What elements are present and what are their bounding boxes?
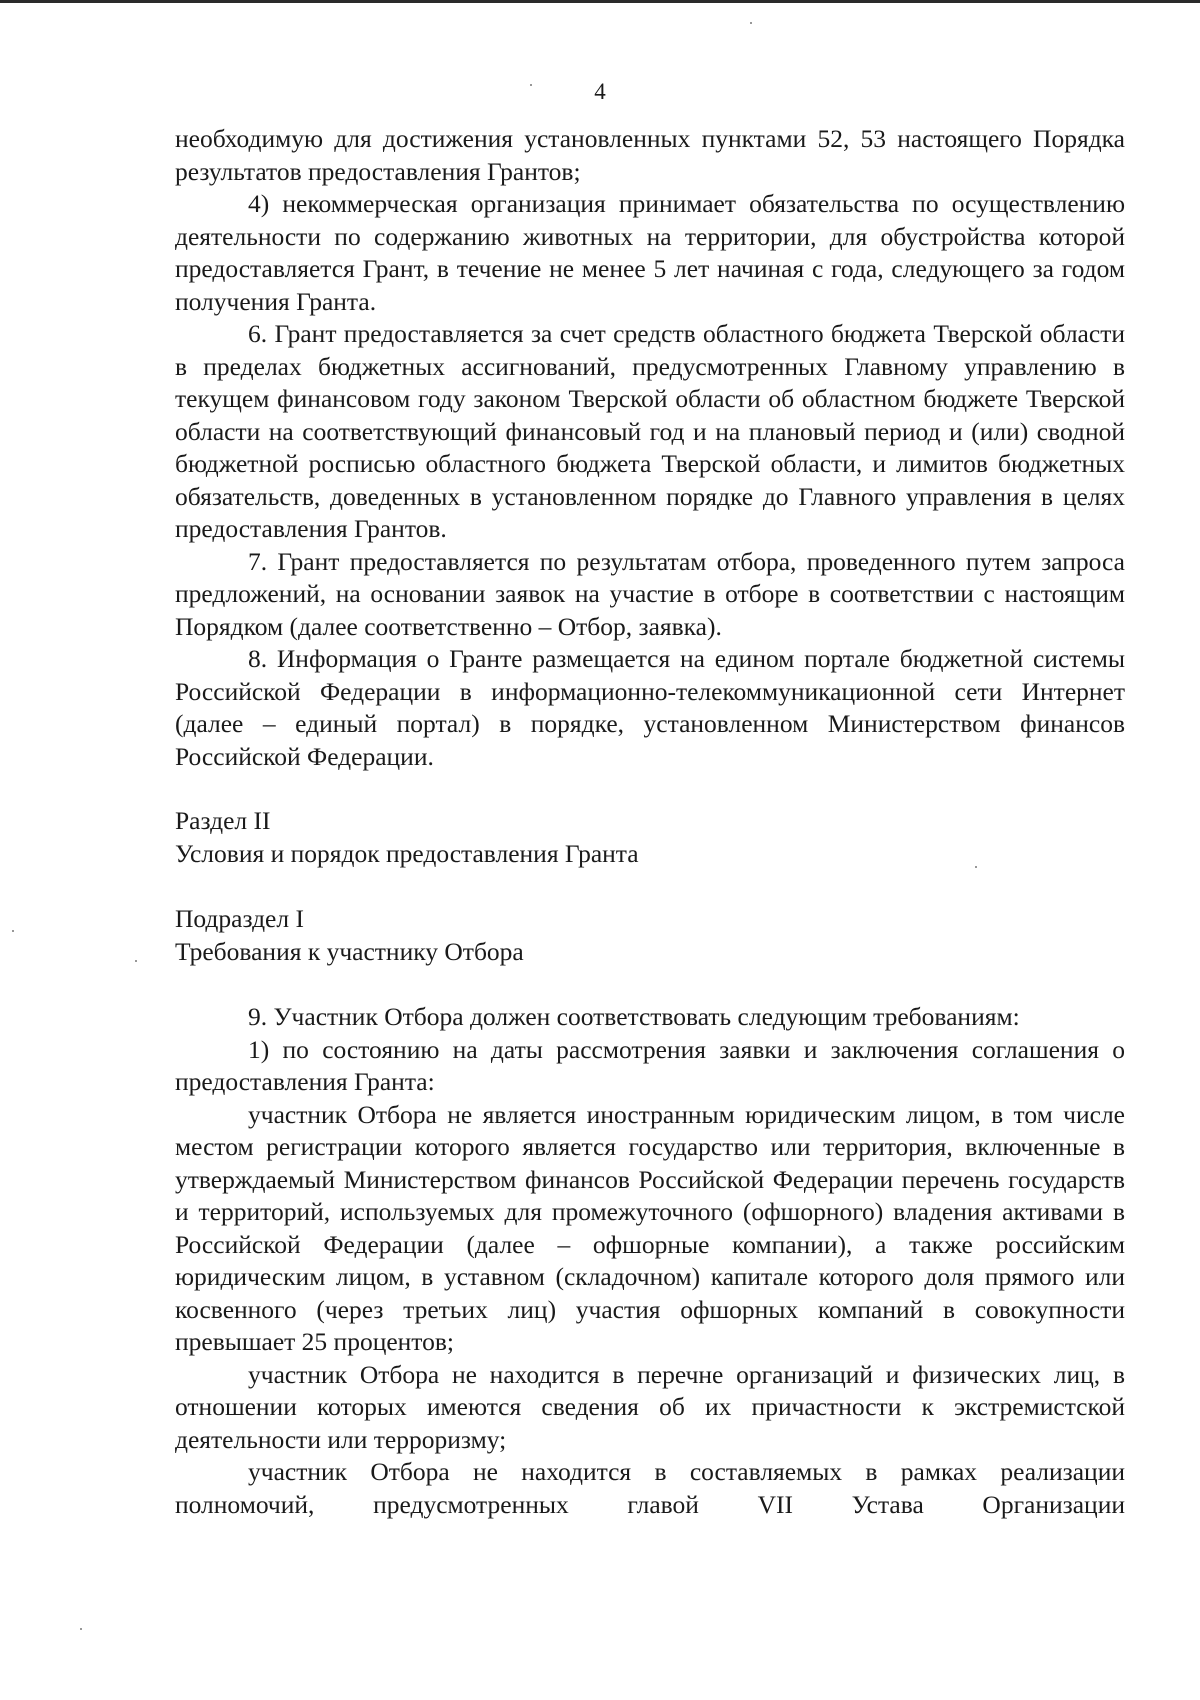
scan-speck	[80, 1628, 82, 1630]
paragraph-item-4: 4) некоммерческая организация принимает обязательства по осуществлению деятельности по содержанию животных на территории, для обустройства которой предоставляется Грант, в течение не менее 5 лет начиная с года, следующего за годом получения Гранта.	[175, 189, 1125, 316]
scan-speck	[12, 930, 14, 932]
section-title: Условия и порядок предоставления Гранта	[175, 838, 639, 868]
paragraph-9-un-lists: участник Отбора не находится в составляемых в рамках реализации полномочий, предусмотренных главой VII Устава Организации	[175, 1457, 1125, 1519]
scan-speck	[975, 866, 977, 868]
page-number: 4	[594, 79, 606, 104]
subsection-label: Подраздел I	[175, 904, 304, 933]
paragraph-9-item-1: 1) по состоянию на даты рассмотрения заявки и заключения соглашения о предоставления Гранта:	[175, 1034, 1125, 1096]
document-body	[175, 123, 1125, 1521]
paragraph-9: 9. Участник Отбора должен соответствовать следующим требованиям:	[248, 1002, 1020, 1031]
paragraph-6: 6. Грант предоставляется за счет средств областного бюджета Тверской области в пределах бюджетных ассигнований, предусмотренных Главному управлению в текущем финансовом году законом Тверской области об областном бюджете Тверской области на соответствующий финансовый год и на плановый период и (или) сводной бюджетной росписью областного бюджета Тверской области, и лимитов бюджетных обязательств, доведенных в установленном порядке до Главного управления в целях предоставления Грантов.	[175, 319, 1125, 543]
paragraph-continuation: необходимую для достижения установленных пунктами 52, 53 настоящего Порядка результатов предоставления Грантов;	[175, 124, 1125, 186]
paragraph-9-offshore: участник Отбора не является иностранным юридическим лицом, в том числе местом регистрации которого является государство или территория, включенные в утверждаемый Министерством финансов Российской Федерации перечень государств и территорий, используемых для промежуточного (офшорного) владения активами в Российской Федерации (далее – офшорные компании), а также российским юридическим лицом, в уставном (складочном) капитале которого доля прямого или косвенного (через третьих лиц) участия офшорных компаний в совокупности превышает 25 процентов;	[175, 1099, 1125, 1356]
scan-speck	[135, 960, 137, 962]
paragraph-7: 7. Грант предоставляется по результатам отбора, проведенного путем запроса предложений, на основании заявок на участие в отборе в соответствии с настоящим Порядком (далее соответственно – Отбор, заявка).	[175, 546, 1125, 641]
paragraph-8: 8. Информация о Гранте размещается на едином портале бюджетной системы Российской Федерации в информационно-телекоммуникационной сети Интернет (далее – единый портал) в порядке, установленном Министерством финансов Российской Федерации.	[175, 644, 1125, 771]
scan-speck	[750, 22, 752, 24]
scan-top-edge	[0, 0, 1200, 3]
scan-speck	[530, 84, 532, 86]
section-label: Раздел II	[175, 806, 271, 835]
subsection-title: Требования к участнику Отбора	[175, 936, 524, 966]
paragraph-9-extremism: участник Отбора не находится в перечне организаций и физических лиц, в отношении которых имеются сведения об их причастности к экстремистской деятельности или терроризму;	[175, 1359, 1125, 1454]
